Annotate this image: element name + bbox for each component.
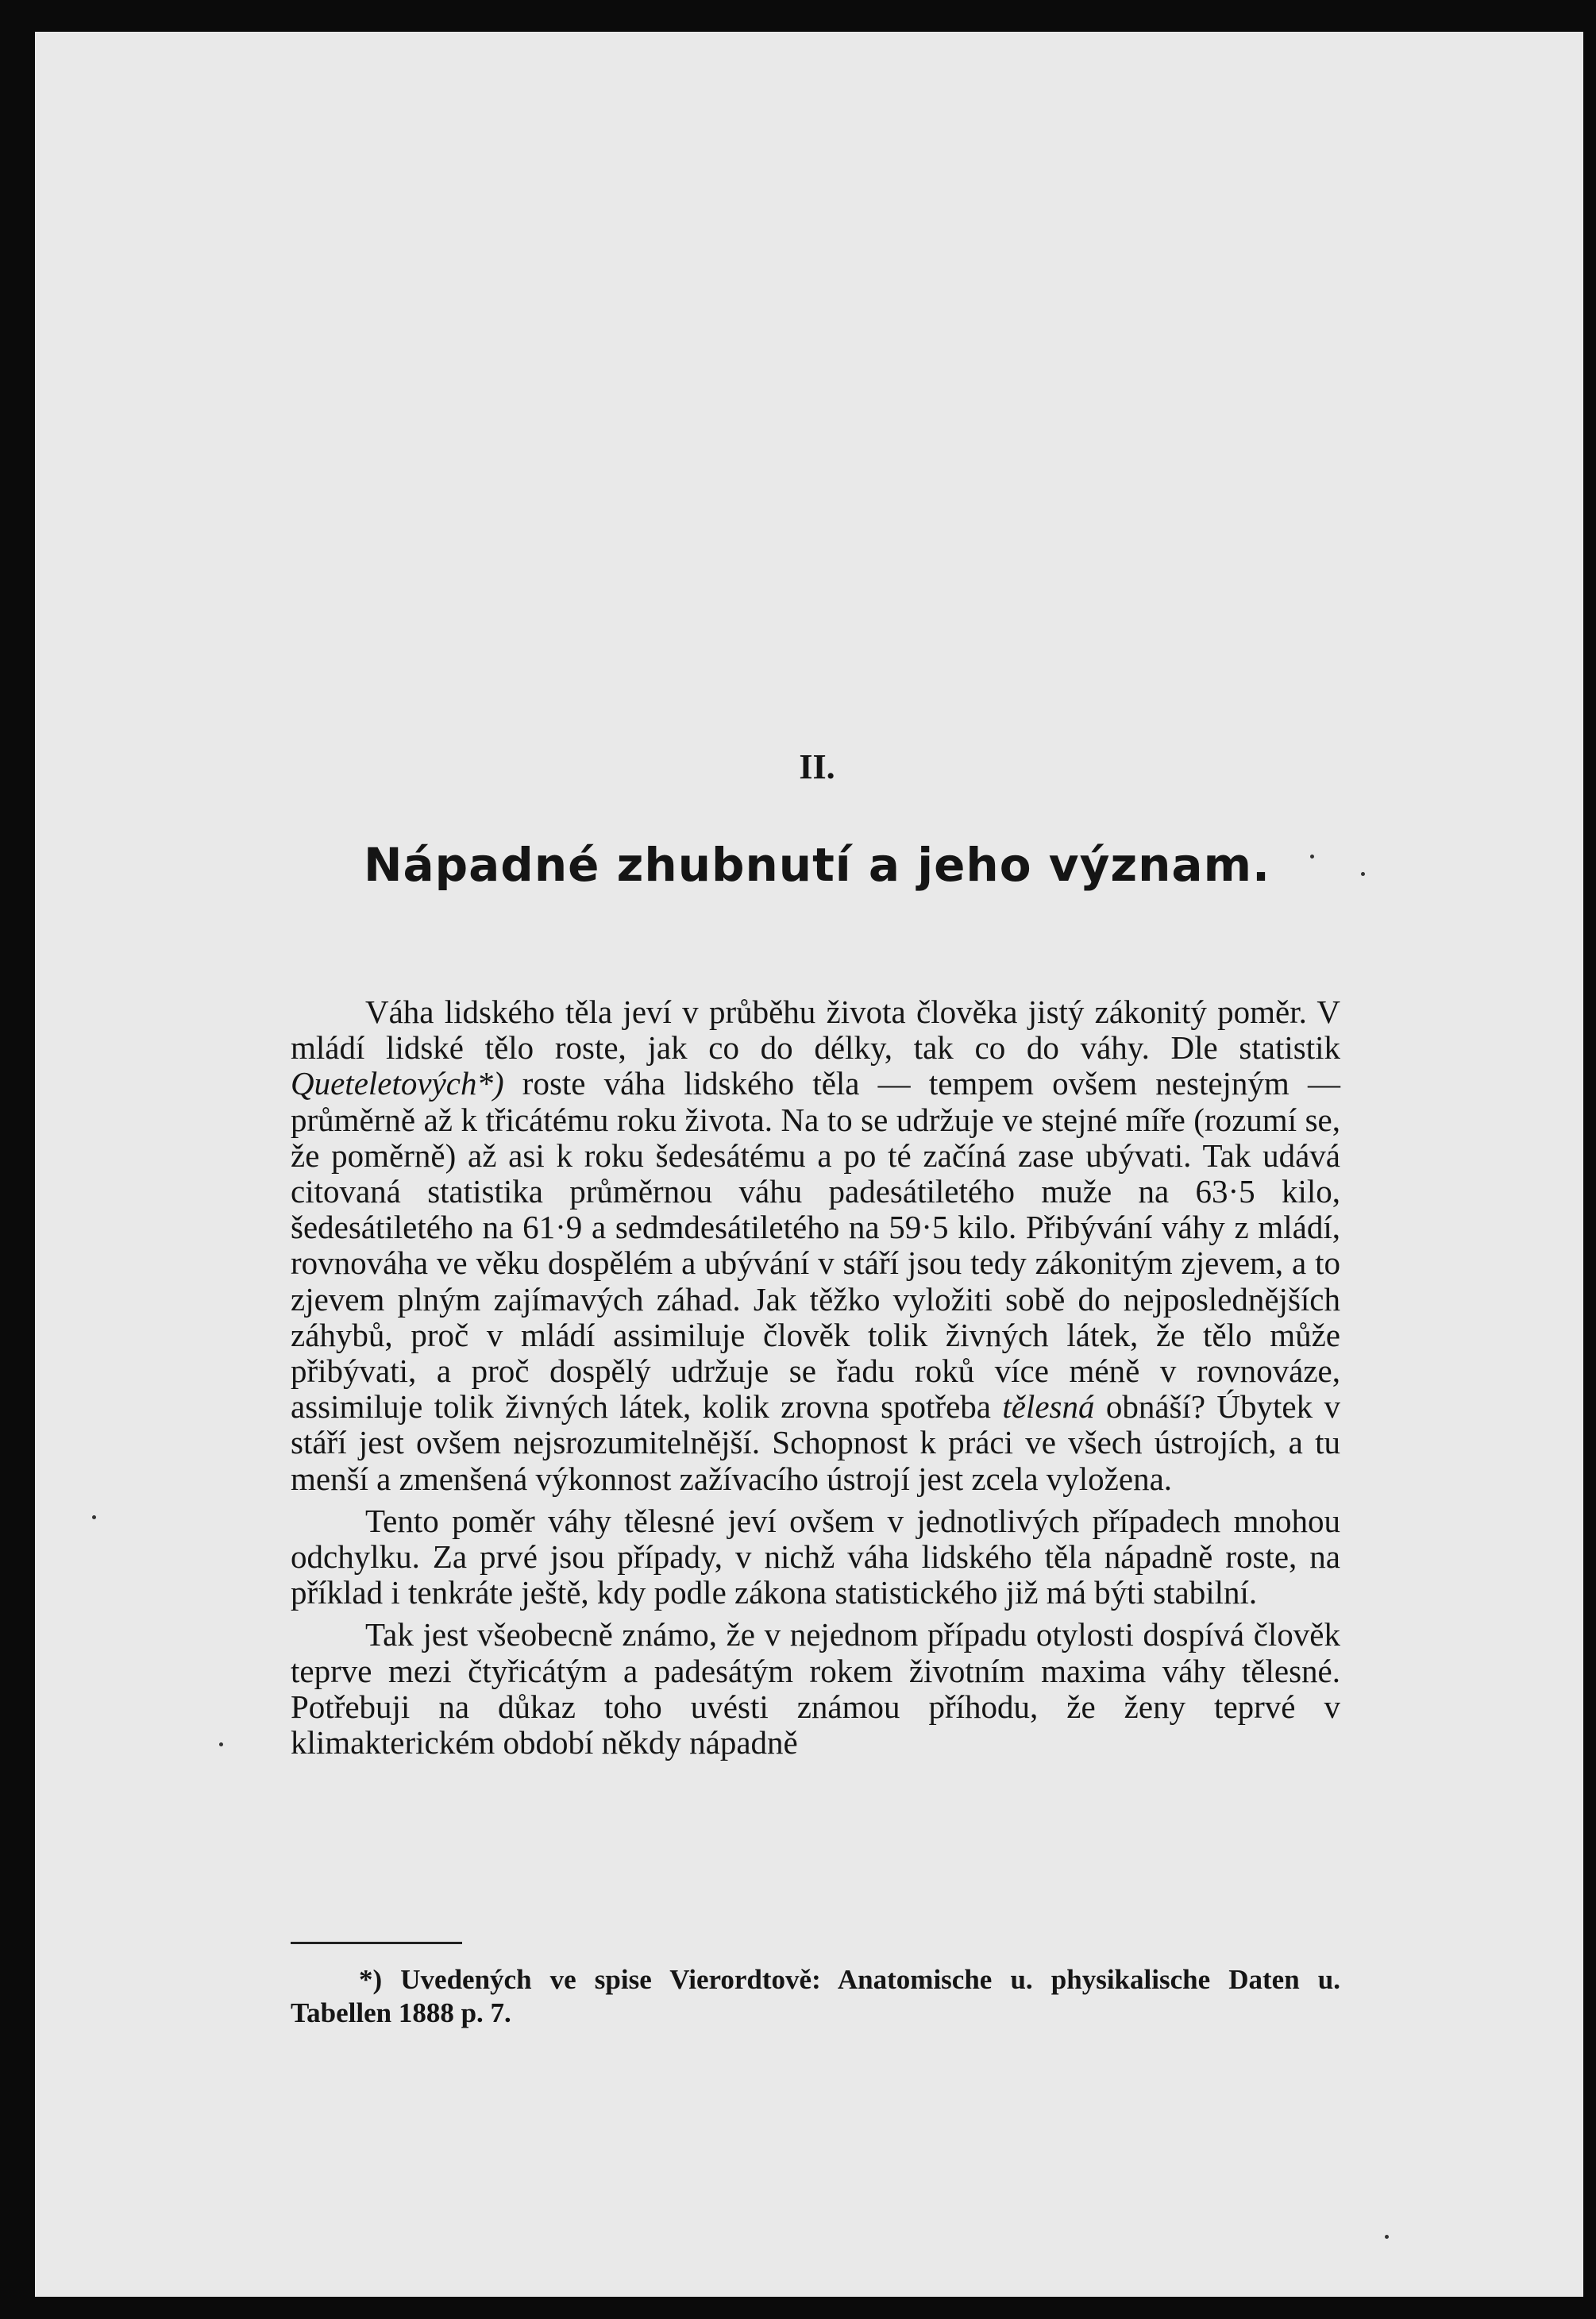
scan-speck [219,1742,223,1746]
footnote: *) Uvedených ve spise Vierordtově: Anatomische u. physikalische Daten u. Tabellen 1888 p. 7. [291,1964,1340,2028]
section-title: Nápadné zhubnutí a jeho význam. [363,838,1271,892]
scan-speck [1310,855,1314,859]
footnote-divider [291,1942,462,1944]
paragraph-3: Tak jest všeobecně známo, že v nejednom případu otylosti dospívá člověk teprve mezi čtyřicátým a padesátým rokem životním maxima váhy tělesné. Potřebuji na důkaz toho uvésti známou příhodu, že ženy teprvé v klimakterickém období někdy nápadně [291,1616,1340,1761]
document-page [35,32,1583,2297]
paragraph-1-middle: roste váha lidského těla — tempem ovšem nestejným — průměrně až k třicátému roku života. Na to se udržuje ve stejné míře (rozumí se, že poměrně) až asi k roku šedesátému a po té začíná zase ubývati. Tak udává citovaná statistika průměrnou váhu padesátiletého muže na 63·5 kilo, šedesátiletého na 61·9 a sedmdesátiletého na 59·5 kilo. Přibývání váhy z mládí, rovnováha ve věku dospělém a ubývání v stáří jsou tedy zákonitým zjevem, a to zjevem plným zajímavých záhad. Jak těžko vyložiti sobě do nejposlednějších záhybů, proč v mládí assimiluje člověk tolik živných látek, že tělo může přibývati, a proč dospělý udržuje se řadu roků více méně v rovnováze, assimiluje tolik živných látek, kolik zrovna spotřeba [291,1065,1340,1426]
paragraph-1-end: obnáší? Úbytek v stáří jest ovšem nejsrozumitelnější. Schopnost k práci ve všech ústrojích, a tu menší a zmenšená výkonnost zažívacího ústrojí jest zcela vyložena. [291,1388,1340,1497]
scan-speck [1361,872,1365,876]
paragraph-2: Tento poměr váhy tělesné jeví ovšem v jednotlivých případech mnohou odchylku. Za prvé jsou případy, v nichž váha lidského těla nápadně roste, na příklad i tenkráte ještě, kdy podle zákona statistického již má býti stabilní. [291,1502,1340,1611]
scan-speck [1385,2235,1389,2239]
author-name: Queteletových*) [291,1065,504,1102]
paragraph-1-start: Váha lidského těla jeví v průběhu života člověka jistý zákonitý poměr. V mládí lidské tělo roste, jak co do délky, tak co do váhy. Dle statistik [291,994,1340,1067]
emphasis-word: tělesná [1002,1388,1095,1426]
section-number: II. [799,747,835,786]
scan-speck [92,1515,96,1519]
paragraph-1 [291,994,1340,1497]
body-text [291,994,1340,1767]
